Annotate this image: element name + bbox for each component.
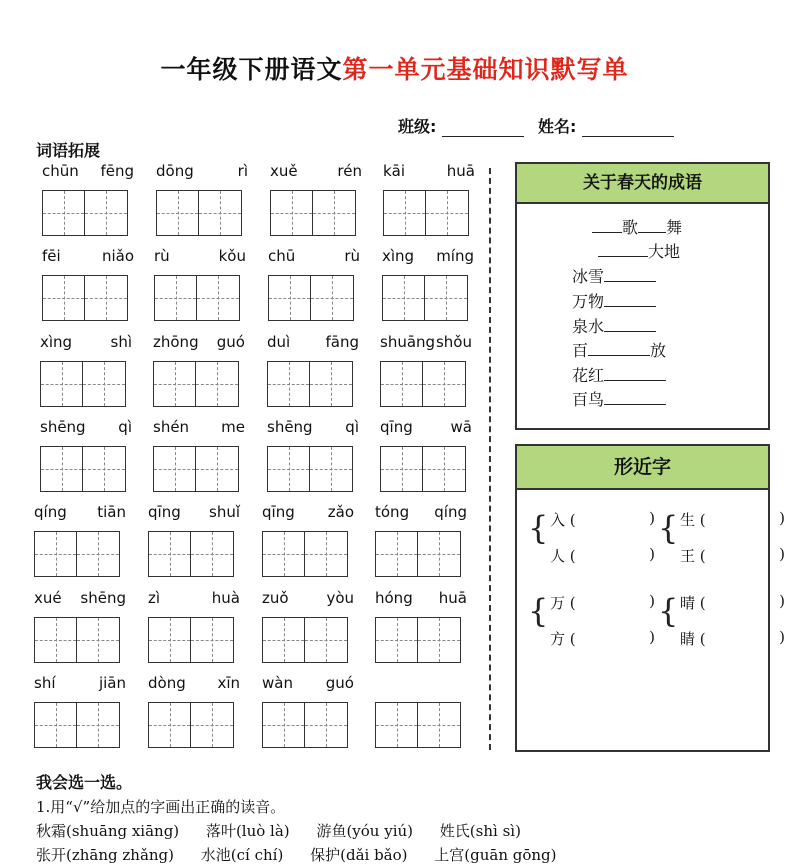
writing-cell[interactable] [423,446,466,492]
writing-cell[interactable] [418,617,461,663]
writing-cell[interactable] [83,361,126,407]
writing-cell[interactable] [305,617,348,663]
writing-cell[interactable] [34,531,77,577]
word-item [148,589,240,663]
paren-close: ) [649,545,655,563]
pinyin-syllable: fēi [42,247,61,265]
idiom-line [572,314,656,337]
pinyin-syllable: shēng [40,418,86,436]
writing-cell[interactable] [270,190,313,236]
pinyin-syllable: huā [438,589,467,607]
pinyin [375,589,467,609]
word-item [270,162,362,236]
name-blank[interactable] [582,120,674,137]
word-item [153,418,245,492]
writing-cell[interactable] [77,617,120,663]
choice-item[interactable]: 保护(dǎi bǎo) [310,846,408,864]
pinyin [382,247,474,267]
idiom-panel [515,162,770,430]
writing-cell[interactable] [380,446,423,492]
section-title-choose: 我会选一选。 [36,773,133,792]
paren-open: ( [569,547,576,565]
paren-open: ( [699,511,706,529]
paren-open: ( [569,594,576,612]
paren-close: ) [649,628,655,646]
char: 生 [680,511,696,529]
idiom-line [572,289,656,312]
idiom-blank[interactable] [588,341,650,356]
pinyin-syllable: chūn [42,162,79,180]
word-item [40,333,132,407]
similar-char-item [680,509,785,530]
idiom-text: 大地 [648,242,681,261]
idiom-blank[interactable] [604,366,666,381]
word-item [375,503,467,577]
idiom-line [572,264,656,287]
char: 晴 [680,594,696,612]
writing-cell[interactable] [262,531,305,577]
pinyin-syllable: míng [436,247,474,265]
pinyin-syllable: niǎo [101,247,134,265]
pinyin-syllable: shǒu [435,333,472,351]
pinyin-syllable: zǎo [327,503,354,521]
pinyin-syllable: wàn [262,674,293,692]
choice-item[interactable]: 秋霜(shuāng xiāng) [36,822,180,840]
idiom-text: 放 [650,341,667,360]
word-item [380,333,472,407]
pinyin-syllable: me [221,418,245,436]
word-item [42,247,134,321]
writing-cell[interactable] [153,361,196,407]
pinyin-syllable: qīng [262,503,295,521]
char: 万 [550,594,566,612]
pinyin-syllable: rì [237,162,248,180]
writing-cell[interactable] [383,190,426,236]
paren-close: ) [779,509,785,527]
writing-cell[interactable] [153,446,196,492]
page-title: 一年级下册语文第一单元基础知识默写单 [160,55,629,84]
pinyin [375,503,467,523]
pinyin-syllable: rù [344,247,360,265]
word-item [34,674,126,748]
writing-cell[interactable] [423,361,466,407]
pinyin-syllable: shì [110,333,132,351]
pinyin-syllable: tóng [375,503,410,521]
choice-row-1 [36,820,543,841]
class-label: 班级: [398,117,437,136]
paren-close: ) [649,509,655,527]
choice-item[interactable]: 张开(zhāng zhǎng) [36,846,175,864]
idiom-blank[interactable] [604,292,656,307]
word-item [148,674,240,748]
pinyin [262,589,354,609]
word-item [375,589,467,663]
idiom-line [572,387,666,410]
name-label: 姓名: [537,117,577,136]
similar-char-item [550,628,655,649]
idiom-blank[interactable] [604,390,666,405]
word-item [267,418,359,492]
writing-cell[interactable] [418,702,461,748]
brace-icon: { [658,509,679,547]
writing-cell[interactable] [148,702,191,748]
idiom-text: 泉水 [572,317,605,336]
pinyin [148,589,240,609]
pinyin-syllable: shuǐ [209,503,240,521]
writing-cell[interactable] [197,275,240,321]
paren-open: ( [569,511,576,529]
similar-char-item [550,545,655,566]
pinyin-syllable: xìng [40,333,73,351]
writing-cell[interactable] [267,446,310,492]
idiom-text: 冰雪 [572,267,605,286]
writing-cell[interactable] [305,702,348,748]
paren-close: ) [649,592,655,610]
pinyin [42,247,134,267]
writing-cell[interactable] [305,531,348,577]
similar-char-item [680,545,785,566]
char: 入 [550,511,566,529]
similar-char-item [680,592,785,613]
writing-cell[interactable] [85,275,128,321]
pinyin-syllable: qì [118,418,132,436]
writing-cell[interactable] [375,702,418,748]
paren-open: ( [699,630,706,648]
choice-item[interactable]: 上宫(guān gōng) [434,846,557,864]
paren-open: ( [569,630,576,648]
writing-cell[interactable] [268,275,311,321]
pinyin [34,589,126,609]
pinyin [383,162,475,182]
word-item [262,589,354,663]
word-item [262,674,354,748]
pinyin-syllable: shí [34,674,56,692]
word-item [382,247,474,321]
pinyin-syllable: zhōng [153,333,199,351]
char: 人 [550,547,566,565]
pinyin-syllable: duì [267,333,291,351]
idiom-line [572,363,666,386]
writing-cell[interactable] [375,617,418,663]
pinyin-syllable: rén [337,162,362,180]
word-item [380,418,472,492]
word-item [262,503,354,577]
writing-cell[interactable] [154,275,197,321]
writing-cell[interactable] [34,617,77,663]
brace-icon: { [658,592,679,630]
word-item [383,162,475,236]
word-item [148,503,240,577]
question-1: 1.用“√”给加点的字画出正确的读音。 [36,798,286,816]
idiom-blank[interactable] [604,317,656,332]
pinyin [40,418,132,438]
class-blank[interactable] [442,120,524,137]
word-item [42,162,134,236]
word-item [153,333,245,407]
word-item [267,333,359,407]
pinyin-syllable: dōng [156,162,194,180]
idiom-blank[interactable] [598,242,648,257]
char: 王 [680,547,696,565]
writing-cell[interactable] [375,531,418,577]
writing-cell[interactable] [262,617,305,663]
pinyin-syllable: chū [268,247,296,265]
choice-item[interactable]: 水池(cí chí) [200,846,284,864]
similar-char-panel [515,444,785,752]
paren-close: ) [779,545,785,563]
pinyin-syllable: kǒu [218,247,246,265]
idiom-line [572,338,666,361]
writing-cell[interactable] [191,702,234,748]
pinyin-syllable: fēng [100,162,134,180]
pinyin-syllable: shēng [80,589,126,607]
word-item [156,162,248,236]
pinyin-syllable: dòng [148,674,186,692]
pinyin-syllable: zì [148,589,161,607]
pinyin-syllable: fāng [325,333,359,351]
idiom-text: 舞 [666,218,683,237]
writing-cell[interactable] [42,275,85,321]
pinyin-syllable: xìng [382,247,415,265]
pinyin-syllable: yòu [326,589,354,607]
pinyin [153,418,245,438]
choice-item[interactable]: 游鱼(yóu yiú) [316,822,414,840]
word-item [40,418,132,492]
pinyin-syllable: huā [446,162,475,180]
similar-char-panel-title: 形近字 [517,446,768,490]
pinyin [268,247,360,267]
pinyin-syllable: zuǒ [262,589,289,607]
writing-cell[interactable] [148,531,191,577]
paren-open: ( [699,594,706,612]
pinyin-syllable: guó [325,674,354,692]
pinyin [148,674,240,694]
char: 方 [550,630,566,648]
writing-cell[interactable] [40,361,83,407]
writing-cell[interactable] [418,531,461,577]
writing-cell[interactable] [77,702,120,748]
pinyin [267,418,359,438]
idiom-line [598,239,680,262]
divider [489,168,491,750]
paren-close: ) [779,592,785,610]
pinyin-syllable: xīn [217,674,240,692]
writing-cell[interactable] [267,361,310,407]
word-item [375,674,467,748]
pinyin [148,503,240,523]
idiom-text: 花红 [572,366,605,385]
class-name-row [398,114,682,137]
idiom-text: 百 [572,341,589,360]
pinyin-syllable: huà [211,589,240,607]
pinyin [270,162,362,182]
writing-cell[interactable] [40,446,83,492]
pinyin-syllable: jiān [98,674,126,692]
pinyin [267,333,359,353]
pinyin-syllable: qīng [380,418,413,436]
pinyin-syllable: kāi [383,162,406,180]
pinyin [34,503,126,523]
pinyin-syllable: xuě [270,162,298,180]
writing-cell[interactable] [196,446,239,492]
similar-char-item [550,509,655,530]
writing-cell[interactable] [425,275,468,321]
writing-cell[interactable] [311,275,354,321]
idiom-text: 百鸟 [572,390,605,409]
idiom-line [592,215,682,238]
idiom-text: 万物 [572,292,605,311]
writing-cell[interactable] [85,190,128,236]
writing-cell[interactable] [196,361,239,407]
paren-open: ( [699,547,706,565]
writing-cell[interactable] [42,190,85,236]
pinyin-syllable: hóng [375,589,413,607]
word-item [268,247,360,321]
pinyin-syllable: qíng [434,503,467,521]
pinyin-syllable: shén [153,418,190,436]
pinyin [40,333,132,353]
writing-cell[interactable] [77,531,120,577]
pinyin-syllable: tiān [97,503,126,521]
idiom-blank[interactable] [592,218,622,233]
writing-cell[interactable] [191,531,234,577]
similar-char-item [550,592,655,613]
writing-cell[interactable] [310,361,353,407]
writing-cell[interactable] [382,275,425,321]
word-item [34,503,126,577]
pinyin [262,503,354,523]
pinyin-syllable: xué [34,589,62,607]
choice-item[interactable]: 姓氏(shì sì) [439,822,521,840]
choice-row-2 [36,844,579,865]
pinyin-syllable: rù [154,247,170,265]
writing-cell[interactable] [426,190,469,236]
choice-item[interactable]: 落叶(luò là) [205,822,290,840]
pinyin [154,247,246,267]
pinyin-syllable: shuāng [380,333,436,351]
writing-cell[interactable] [83,446,126,492]
writing-cell[interactable] [313,190,356,236]
section-title-words: 词语拓展 [36,141,101,160]
brace-icon: { [528,509,549,547]
writing-cell[interactable] [148,617,191,663]
idiom-panel-title: 关于春天的成语 [517,164,768,204]
pinyin-syllable: guó [216,333,245,351]
pinyin-syllable: wā [450,418,472,436]
word-item [154,247,246,321]
idiom-blank[interactable] [638,218,666,233]
pinyin [380,333,472,353]
writing-cell[interactable] [380,361,423,407]
writing-cell[interactable] [310,446,353,492]
similar-char-item [680,628,785,649]
brace-icon: { [528,592,549,630]
pinyin-syllable: qì [345,418,359,436]
pinyin [42,162,134,182]
writing-cell[interactable] [191,617,234,663]
pinyin [262,674,354,694]
pinyin [375,674,467,694]
pinyin [153,333,245,353]
idiom-text: 歌 [622,218,639,237]
pinyin [380,418,472,438]
word-item [34,589,126,663]
writing-cell[interactable] [199,190,242,236]
writing-cell[interactable] [34,702,77,748]
pinyin-syllable: qīng [148,503,181,521]
paren-close: ) [779,628,785,646]
writing-cell[interactable] [156,190,199,236]
pinyin-syllable: qíng [34,503,67,521]
writing-cell[interactable] [262,702,305,748]
pinyin-syllable: shēng [267,418,313,436]
pinyin [156,162,248,182]
pinyin [34,674,126,694]
char: 睛 [680,630,696,648]
idiom-blank[interactable] [604,267,656,282]
